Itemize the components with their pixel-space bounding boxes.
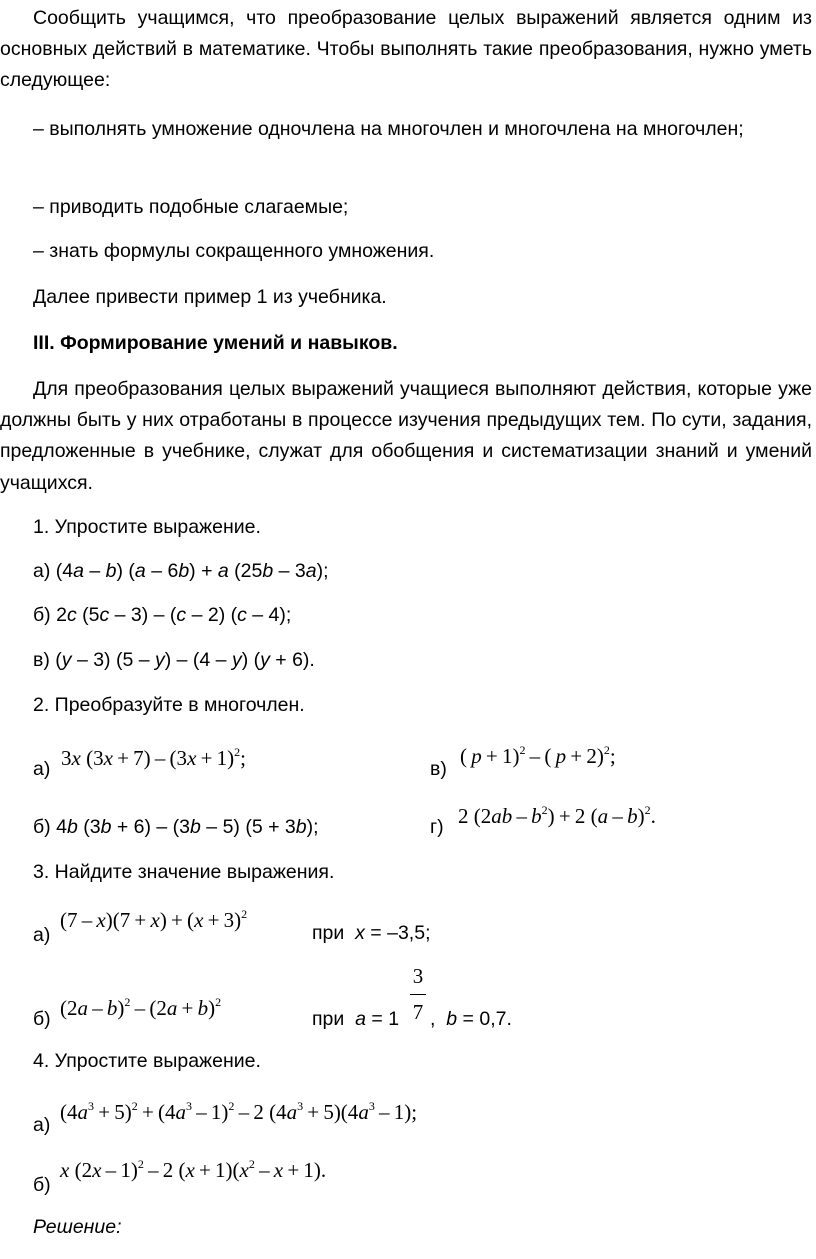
task2-item-b xyxy=(33,812,319,843)
intro-paragraph: Сообщить учащимся, что преобразование целых выражений является одним из основных действий в математике. Чтобы выполнять такие преобразования, нужно уметь следующее: xyxy=(0,7,812,92)
task2-v-formula: ( p + 1)$^2$ – ( p + 2)$^2$; xyxy=(460,743,616,768)
task4-title: 4. Упростите выражение. xyxy=(33,1050,261,1072)
task2-a-label: а) xyxy=(33,758,51,780)
task1-item-b xyxy=(33,600,291,631)
task4-a-formula: $(4a^3 + 5)^2 + (4a^3 - 1)^2 - 2$ $(4a^3 + 5)(4a^3 - 1)$; xyxy=(60,1099,418,1124)
task3-a-formula: $(7 - x)(7 + x) + (x + 3)^2$ xyxy=(60,907,248,932)
task3-b-condition-tail: , b = 0,7. xyxy=(430,1008,512,1030)
task2-v-label: в) xyxy=(430,758,447,780)
task1-b-label: б) xyxy=(33,604,51,626)
task2-b-expression: 4b (3b + 6) – (3b – 5) (5 + 3b); xyxy=(56,816,319,838)
task1-title: 1. Упростите выражение. xyxy=(33,516,261,538)
bullet-formulas: – знать формулы сокращенного умножения. xyxy=(33,240,435,262)
task3-a-condition: при x = –3,5; xyxy=(312,922,431,944)
task3-b-label: б) xyxy=(33,1008,51,1030)
task1-a-label: а) xyxy=(33,560,51,582)
bullet-multiplication: – выполнять умножение одночлена на многочлен и многочлена на многочлен; xyxy=(33,118,744,140)
fraction-bar xyxy=(410,994,426,995)
task1-item-v xyxy=(33,645,315,676)
task3-title: 3. Найдите значение выражения. xyxy=(33,861,335,883)
task1-v-expression: (y – 3) (5 – y) – (4 – y) (y + 6). xyxy=(55,649,315,671)
task2-g-formula: 2 $(2ab - b^2) + 2$ (a – b)$^2$. xyxy=(458,803,656,828)
task2-title: 2. Преобразуйте в многочлен. xyxy=(33,694,305,716)
fraction-denominator: 7 xyxy=(412,1000,424,1024)
task4-a-label: а) xyxy=(33,1114,51,1136)
bullet-like-terms: – приводить подобные слагаемые; xyxy=(33,196,349,218)
task3-a-label: а) xyxy=(33,924,51,946)
task3-b-condition: при a = 1 xyxy=(312,1008,400,1030)
task4-b-label: б) xyxy=(33,1174,51,1196)
fraction-numerator: 3 xyxy=(412,964,424,988)
task1-a-expression: (4a – b) (a – 6b) + a (25b – 3a); xyxy=(55,560,329,582)
task1-item-a xyxy=(33,556,329,587)
task2-a-formula: 3x $(3x + 7) - (3x + 1)^2$; xyxy=(61,745,246,770)
task2-b-label: б) xyxy=(33,816,51,838)
section-heading: III. Формирование умений и навыков. xyxy=(33,332,398,354)
section-paragraph: Для преобразования целых выражений учащиеся выполняют действия, которые уже должны быть у них отработаны в процессе изучения предыдущих тем. По сути, задания, предложенные в учебнике, служат для обобщения и систематизации знаний и умений учащихся. xyxy=(0,378,812,494)
task4-b-formula: x (2x – 1)$^2$ – 2 $(x + 1)(x^2 - x + 1)$. xyxy=(60,1157,327,1182)
task2-g-label: г) xyxy=(430,816,444,838)
textbook-example-note: Далее привести пример 1 из учебника. xyxy=(33,286,387,308)
task1-b-expression: 2c (5c – 3) – (c – 2) (c – 4); xyxy=(56,604,292,626)
solution-label: Решение: xyxy=(33,1216,122,1238)
task1-v-label: в) xyxy=(33,649,50,671)
task3-b-formula: $(2a - b)^2 - (2a + b)^2$ xyxy=(60,995,222,1020)
